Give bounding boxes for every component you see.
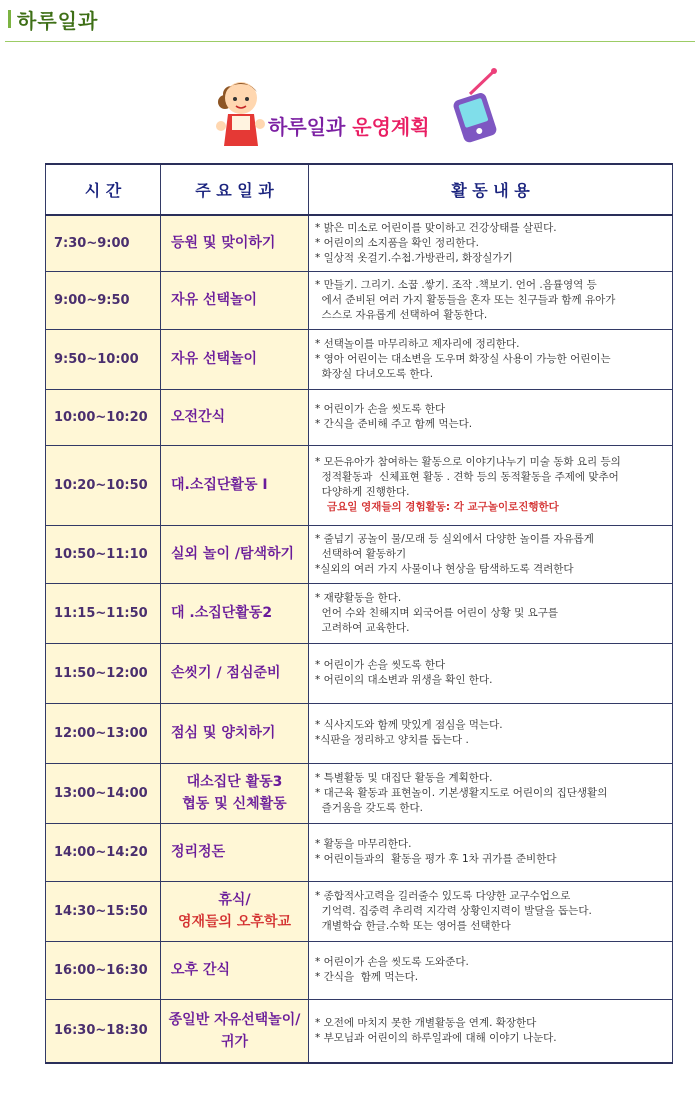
- description-cell: [309, 763, 673, 823]
- banner-title-a: 하루일과: [268, 115, 346, 139]
- page-title: [8, 4, 98, 34]
- activity-cell: [161, 525, 309, 583]
- time-cell: 14:30~15:50: [46, 881, 161, 941]
- activity-label: 오후 간식: [171, 962, 230, 978]
- table-row: [46, 881, 673, 941]
- activity-label: 정리정돈: [171, 844, 226, 860]
- description-cell: [309, 703, 673, 763]
- description-line: * 재량활동을 한다.: [315, 591, 402, 604]
- activity-cell: [161, 583, 309, 643]
- description-line: * 어린이의 대소변과 위생을 확인 한다.: [315, 674, 493, 686]
- banner-title: [268, 111, 430, 140]
- description-cell: [309, 445, 673, 525]
- description-cell: [309, 881, 673, 941]
- activity-cell: [161, 823, 309, 881]
- activity-label: 휴식/: [218, 892, 251, 908]
- description-line: * 부모님과 어린이의 하루일과에 대해 이야기 나눈다.: [315, 1031, 557, 1044]
- time-cell: 10:50~11:10: [46, 525, 161, 583]
- description-line: * 간식을 준비해 주고 함께 먹는다.: [315, 418, 473, 430]
- table-row: [46, 941, 673, 999]
- description-line: * 일상적 옷걸기.수첩.가방관리, 화장실가기: [315, 251, 513, 264]
- table-row: [46, 583, 673, 643]
- description-line: * 대근육 활동과 표현놀이. 기본생활지도로 어린이의 집단생활의: [315, 786, 608, 799]
- table-row: [46, 445, 673, 525]
- activity-cell: [161, 329, 309, 389]
- description-cell: [309, 271, 673, 329]
- activity-label: 대소집단 활동3: [186, 774, 283, 790]
- friday-note: 금요일 영재들의 경험활동: 각 교구놀이로진행한다: [327, 501, 559, 513]
- description-line: * 선택놀이를 마무리하고 제자리에 정리한다.: [315, 337, 520, 350]
- table-row: [46, 215, 673, 271]
- activity-label: 종일반 자유선택놀이/: [168, 1011, 301, 1028]
- description-line: * 어린이들과의 활동을 평가 후 1차 귀가를 준비한다: [315, 853, 557, 865]
- table-row: [46, 389, 673, 445]
- description-line: 즐거움을 갖도록 한다.: [315, 801, 423, 814]
- table-row: [46, 525, 673, 583]
- activity-label: 협동 및 신체활동: [182, 796, 287, 812]
- description-line: * 종합적사고력을 길러줄수 있도록 다양한 교구수업으로: [315, 889, 571, 902]
- description-line: * 특별활동 및 대집단 활동을 계획한다.: [315, 771, 493, 784]
- time-cell: 9:00~9:50: [46, 271, 161, 329]
- activity-cell: [161, 881, 309, 941]
- header-content: 활 동 내 용: [309, 164, 673, 215]
- description-cell: [309, 389, 673, 445]
- description-line: * 만들기. 그리기. 소꿉 .쌓기. 조작 .책보기. 언어 .음률영역 등: [315, 278, 597, 291]
- description-cell: [309, 215, 673, 271]
- description-line: * 밝은 미소로 어린이를 맞이하고 건강상태를 살핀다.: [315, 221, 557, 234]
- activity-label: 대 .소집단활동2: [171, 605, 273, 621]
- description-line: * 어린이가 손을 씻도록 도와준다.: [315, 956, 469, 968]
- table-row: [46, 763, 673, 823]
- header-activity: 주 요 일 과: [161, 164, 309, 215]
- schedule-banner: [208, 64, 508, 154]
- description-line: * 식사지도와 함께 맛있게 점심을 먹는다.: [315, 719, 503, 731]
- activity-label: 대.소집단활동 I: [171, 477, 268, 493]
- time-cell: 7:30~9:00: [46, 215, 161, 271]
- activity-label: 귀가: [220, 1033, 249, 1050]
- activity-cell: [161, 215, 309, 271]
- description-line: * 모든유아가 참여하는 활동으로 이야기나누기 미술 동화 요리 등의: [315, 456, 621, 468]
- daily-schedule-table: [45, 163, 673, 1064]
- activity-cell: [161, 703, 309, 763]
- time-cell: 11:50~12:00: [46, 643, 161, 703]
- time-cell: 14:00~14:20: [46, 823, 161, 881]
- description-line: *실외의 여러 가지 사물이나 현상을 탐색하도록 격려한다: [315, 562, 574, 575]
- description-line: *식판을 정리하고 양치를 돕는다 .: [315, 734, 469, 746]
- description-line: 정적활동과 신체표현 활동 . 견학 등의 동적활동을 주제에 맞추어: [315, 471, 619, 483]
- activity-cell: [161, 643, 309, 703]
- activity-cell: [161, 445, 309, 525]
- activity-label: 점심 및 양치하기: [171, 725, 276, 741]
- description-cell: [309, 823, 673, 881]
- description-line: 기억력. 집중력 추리력 지각력 상황인지력이 발달을 돕는다.: [315, 904, 592, 917]
- description-line: 화장실 다녀오도록 한다.: [315, 367, 434, 380]
- description-line: * 간식을 함께 먹는다.: [315, 971, 419, 983]
- description-cell: [309, 583, 673, 643]
- description-line: * 영아 어린이는 대소변을 도우며 화장실 사용이 가능한 어린이는: [315, 352, 611, 365]
- description-line: 언어 수와 친해지며 외국어를 어린이 상황 및 요구를: [315, 606, 559, 619]
- time-cell: 9:50~10:00: [46, 329, 161, 389]
- table-row: [46, 271, 673, 329]
- activity-label: 등원 및 맞이하기: [171, 235, 276, 252]
- description-line: * 오전에 마치지 못한 개별활동을 연계. 확장한다: [315, 1016, 537, 1029]
- time-cell: 10:00~10:20: [46, 389, 161, 445]
- description-line: * 활동을 마무리한다.: [315, 838, 412, 850]
- banner-title-b: 운영계획: [352, 115, 430, 139]
- activity-label: 오전간식: [171, 409, 226, 425]
- table-row: [46, 703, 673, 763]
- description-line: * 줄넘기 공놀이 물/모래 등 실외에서 다양한 놀이를 자유롭게: [315, 532, 594, 545]
- activity-cell: [161, 941, 309, 999]
- activity-label: 실외 놀이 /탐색하기: [171, 546, 295, 562]
- time-cell: 10:20~10:50: [46, 445, 161, 525]
- activity-label: 영재들의 오후학교: [177, 914, 292, 930]
- description-line: 다양하게 진행한다.: [315, 486, 410, 498]
- description-line: 스스로 자유롭게 선택하여 활동한다.: [315, 308, 488, 321]
- time-cell: 16:30~18:30: [46, 999, 161, 1063]
- table-row: [46, 999, 673, 1063]
- title-divider: [5, 41, 695, 42]
- activity-cell: [161, 763, 309, 823]
- title-marker: [8, 10, 11, 28]
- time-cell: 13:00~14:00: [46, 763, 161, 823]
- table-row: [46, 823, 673, 881]
- description-line: 고려하여 교육한다.: [315, 621, 410, 634]
- time-cell: 11:15~11:50: [46, 583, 161, 643]
- description-line: * 어린이가 손을 씻도록 한다: [315, 659, 446, 671]
- description-cell: [309, 643, 673, 703]
- description-line: 개별학습 한글.수학 또는 영어를 선택한다: [315, 919, 511, 932]
- activity-cell: [161, 999, 309, 1063]
- description-line: 선택하여 활동하기: [315, 547, 407, 560]
- activity-cell: [161, 389, 309, 445]
- table-row: [46, 329, 673, 389]
- description-line: * 어린이가 손을 씻도록 한다: [315, 403, 446, 415]
- description-cell: [309, 329, 673, 389]
- time-cell: 12:00~13:00: [46, 703, 161, 763]
- description-cell: [309, 525, 673, 583]
- table-row: [46, 643, 673, 703]
- activity-cell: [161, 271, 309, 329]
- description-line: * 어린이의 소지품을 확인 정리한다.: [315, 236, 479, 249]
- description-line: 에서 준비된 여러 가지 활동들을 혼자 또는 친구들과 함께 유아가: [315, 293, 616, 306]
- description-cell: [309, 999, 673, 1063]
- activity-label: 자유 선택놀이: [171, 351, 258, 367]
- header-time: 시 간: [46, 164, 161, 215]
- description-cell: [309, 941, 673, 999]
- girl-illustration-icon: [208, 64, 508, 154]
- activity-label: 자유 선택놀이: [171, 292, 258, 308]
- activity-label: 손씻기 / 점심준비: [171, 665, 281, 681]
- table-header-row: [46, 164, 673, 215]
- time-cell: 16:00~16:30: [46, 941, 161, 999]
- page-title-text: 하루일과: [17, 8, 99, 33]
